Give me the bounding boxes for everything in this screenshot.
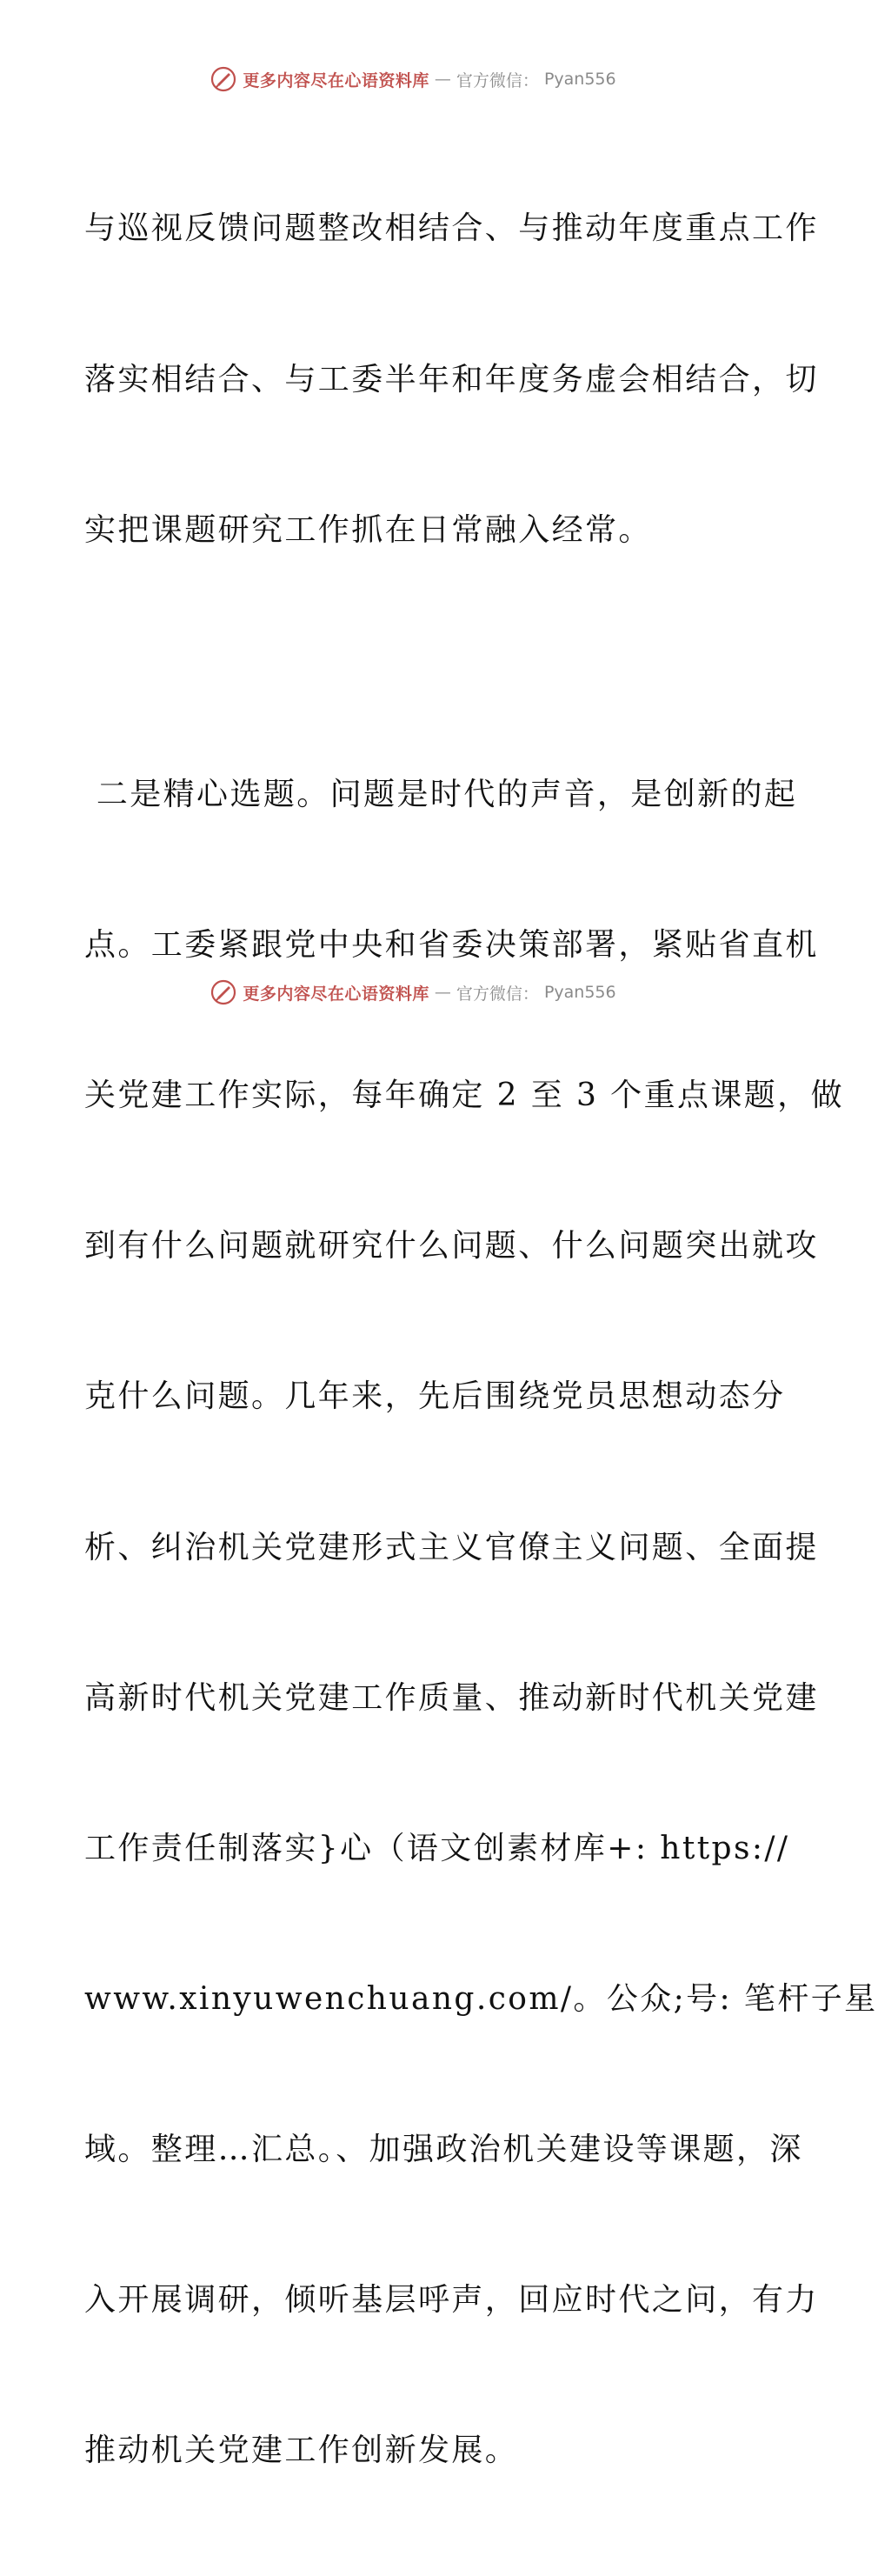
text-line: 关党建工作实际，每年确定 2 至 3 个重点课题，做 — [84, 1078, 844, 1114]
text-line: 点。工委紧跟党中央和省委决策部署，紧贴省直机 — [84, 927, 819, 964]
text-line: 工作责任制落实}心（语文创素材库+: https:// — [84, 1830, 790, 1866]
watermark-label: 官方微信： — [456, 70, 539, 90]
text-line: 域。整理…汇总。、加强政治机关建设等课题，深 — [84, 2131, 803, 2167]
text-line: 二是精心选题。问题是时代的声音，是创新的起 — [84, 777, 798, 813]
footer-watermark — [0, 975, 826, 1010]
text-line: 落实相结合、与工委半年和年度务虚会相结合，切 — [84, 361, 819, 397]
text-line: www.xinyuwenchuang.com/。公众;号: 笔杆子星 — [84, 1980, 878, 2017]
text-line: 实把课题研究工作抓在日常融入经常。 — [84, 511, 652, 548]
paragraph-2 — [84, 670, 878, 2576]
watermark-wechat-id: Pyan556 — [543, 70, 616, 89]
watermark-brand: 更多内容尽在心语资料库 — [243, 984, 429, 1004]
text-line: 与巡视反馈问题整改相结合、与推动年度重点工作 — [84, 210, 819, 247]
header-watermark — [0, 62, 826, 97]
quill-seal-icon — [210, 65, 237, 93]
quill-seal-icon — [210, 978, 237, 1006]
text-line: 克什么问题。几年来，先后围绕党员思想动态分 — [84, 1378, 786, 1415]
watermark-brand: 更多内容尽在心语资料库 — [243, 70, 429, 90]
text-line: 推动机关党建工作创新发展。 — [84, 2433, 519, 2469]
paragraph-1 — [84, 103, 819, 656]
watermark-label: 官方微信： — [456, 984, 539, 1004]
text-line: 到有什么问题就研究什么问题、什么问题突出就攻 — [84, 1228, 819, 1265]
text-line: 高新时代机关党建工作质量、推动新时代机关党建 — [84, 1679, 819, 1716]
document-body — [84, 103, 878, 2576]
watermark-dash: — — [434, 70, 451, 89]
watermark-dash: — — [434, 983, 451, 1002]
text-line: 入开展调研，倾听基层呼声，回应时代之问，有力 — [84, 2282, 819, 2319]
text-line: 析、纠治机关党建形式主义官僚主义问题、全面提 — [84, 1529, 819, 1565]
watermark-wechat-id: Pyan556 — [543, 983, 616, 1002]
